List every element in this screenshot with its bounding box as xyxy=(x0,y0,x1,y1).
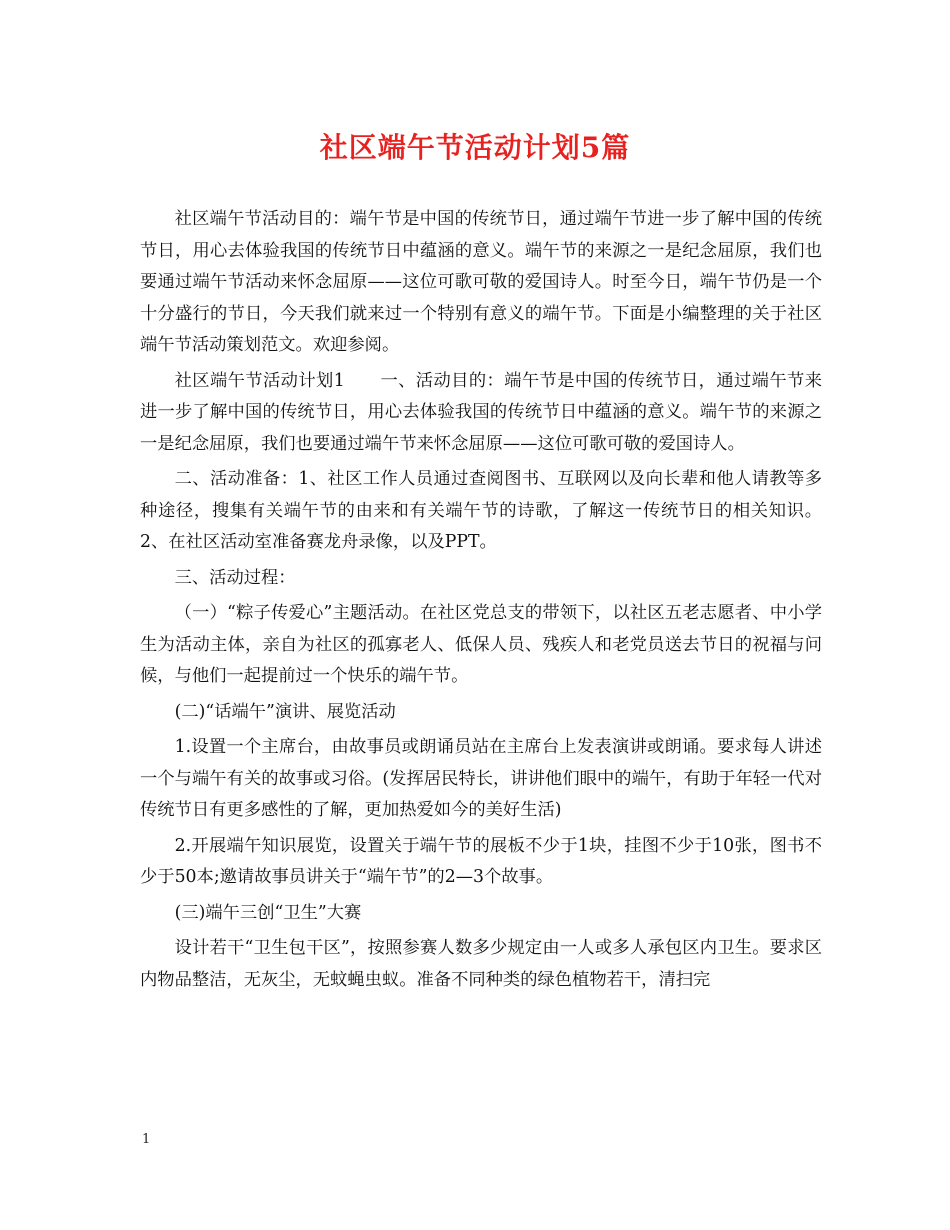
paragraph: 设计若干“卫生包干区”，按照参赛人数多少规定由一人或多人承包区内卫生。要求区内物品整洁，无灰尘，无蚊蝇虫蚁。准备不同种类的绿色植物若干，清扫完 xyxy=(140,938,822,990)
document-title: 社区端午节活动计划5篇 xyxy=(319,131,631,164)
paragraph: (三)端午三创“卫生”大赛 xyxy=(174,902,362,923)
paragraph: （一）“粽子传爱心”主题活动。在社区党总支的带领下，以社区五老志愿者、中小学生为活动主体，亲自为社区的孤寡老人、低保人员、残疾人和老党员送去节日的祝福与问候，与他们一起提前过一个快乐的端午节。 xyxy=(140,603,822,686)
paragraph: 1.设置一个主席台，由故事员或朗诵员站在主席台上发表演讲或朗诵。要求每人讲述一个与端午有关的故事或习俗。(发挥居民特长，讲讲他们眼中的端午，有助于年轻一代对传统节日有更多感性的了解，更加热爱如今的美好生活) xyxy=(140,737,822,820)
paragraph: 三、活动过程： xyxy=(174,567,296,588)
paragraph: 2.开展端午知识展览，设置关于端午节的展板不少于1块，挂图不少于10张，图书不少于50本;邀请故事员讲关于“端午节”的2—3个故事。 xyxy=(140,835,822,887)
paragraph: 社区端午节活动计划1 一、活动目的：端午节是中国的传统节日，通过端午节来进一步了解中国的传统节日，用心去体验我国的传统节日中蕴涵的意义。端午节的来源之一是纪念屈原，我们也要通过端午节来怀念屈原——这位可歌可敬的爱国诗人。 xyxy=(140,370,822,454)
paragraph: 社区端午节活动目的：端午节是中国的传统节日，通过端午节进一步了解中国的传统节日，用心去体验我国的传统节日中蕴涵的意义。端午节的来源之一是纪念屈原，我们也要通过端午节活动来怀念屈原——这位可歌可敬的爱国诗人。时至今日，端午节仍是一个十分盛行的节日，今天我们就来过一个特别有意义的端午节。下面是小编整理的关于社区端午节活动策划范文。欢迎参阅。 xyxy=(140,209,822,355)
paragraph: 二、活动准备：1、社区工作人员通过查阅图书、互联网以及向长辈和他人请教等多种途径，搜集有关端午节的由来和有关端午节的诗歌，了解这一传统节日的相关知识。2、在社区活动室准备赛龙舟录像，以及PPT。 xyxy=(140,469,822,552)
document-body xyxy=(140,204,822,1000)
paragraph: (二)“话端午”演讲、展览活动 xyxy=(174,701,396,722)
page-number: 1 xyxy=(142,1132,151,1147)
